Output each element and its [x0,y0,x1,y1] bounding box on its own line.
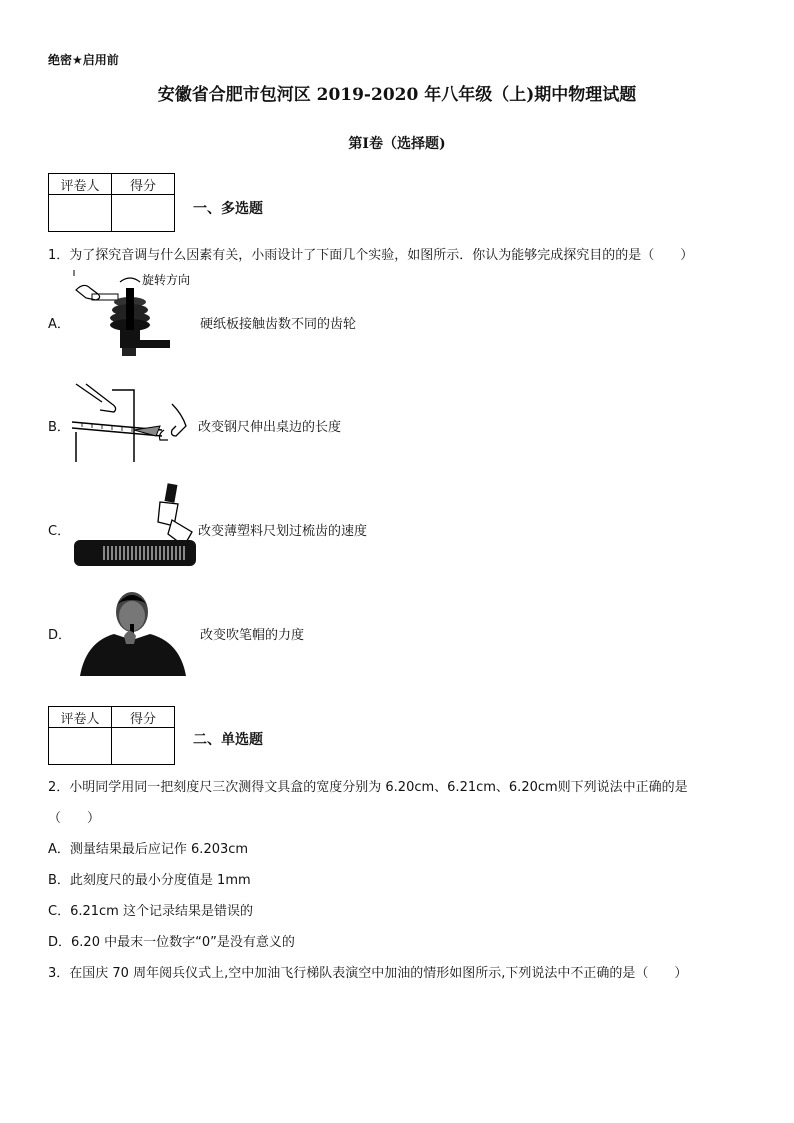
q2-option-c-text: 6.21cm 这个记录结果是错误的 [70,904,253,919]
q2-option-d-letter: D． [48,935,72,950]
option-d-text: 改变吹笔帽的力度 [200,628,305,643]
score-table [48,173,175,232]
q2-option-a-text: 测量结果最后应记作 6.203cm [69,842,249,857]
section-heading-single-choice: 二、单选题 [193,732,263,748]
question-3: 3．在国庆 70 周年阅兵仪式上,空中加油飞行梯队表演空中加油的情形如图所示,下列说法中不正确的是（ ） [48,966,688,981]
q2-option-b-text: 此刻度尺的最小分度值是 1mm [69,873,251,888]
q2-option-d-text: 6.20 中最末一位数字“0”是没有意义的 [71,935,295,950]
question-1: 1．为了探究音调与什么因素有关，小雨设计了下面几个实验，如图所示．你认为能够完成探究目的的是（ ） [48,248,694,263]
q2-option-b-letter: B． [48,873,70,888]
q2-option-d [48,931,295,950]
figure-steel-ruler [72,382,196,464]
rotation-direction-caption: 旋转方向 [142,273,191,287]
option-a-text: 硬纸板接触齿数不同的齿轮 [200,317,357,332]
grader-cell-2 [49,728,112,765]
score-header: 得分 [112,174,175,195]
score-cell [112,195,175,232]
figure-gear-wheels [70,268,200,358]
figure-comb-ruler [74,482,198,570]
question-2-paren: （ ） [48,811,101,826]
grader-header-2: 评卷人 [49,707,112,728]
score-table-2 [48,706,175,765]
page-title: 安徽省合肥市包河区 2019-2020 年八年级（上)期中物理试题 [157,85,637,105]
q2-option-a-letter: A． [48,842,70,857]
figure-boy-blowing-pen-cap [76,586,196,676]
q2-option-c-letter: C． [48,904,71,919]
option-letter-a: A． [48,317,70,332]
grader-cell [49,195,112,232]
q2-option-a [48,838,248,857]
option-letter-c: C． [48,524,71,539]
paper-subtitle: 第I卷（选择题) [348,136,446,152]
q2-option-b [48,869,251,888]
option-letter-d: D． [48,628,72,643]
question-2: 2．小明同学用同一把刻度尺三次测得文具盒的宽度分别为 6.20cm、6.21cm、6.20cm则下列说法中正确的是 [48,780,688,795]
section-heading-multi-choice: 一、多选题 [193,201,263,217]
option-c-text: 改变薄塑料尺划过梳齿的速度 [198,524,368,539]
q2-option-c [48,900,253,919]
confidential-label: 绝密★启用前 [48,53,119,67]
grader-header: 评卷人 [49,174,112,195]
score-cell-2 [112,728,175,765]
option-b-text: 改变钢尺伸出桌边的长度 [198,420,342,435]
score-header-2: 得分 [112,707,175,728]
option-letter-b: B． [48,420,70,435]
